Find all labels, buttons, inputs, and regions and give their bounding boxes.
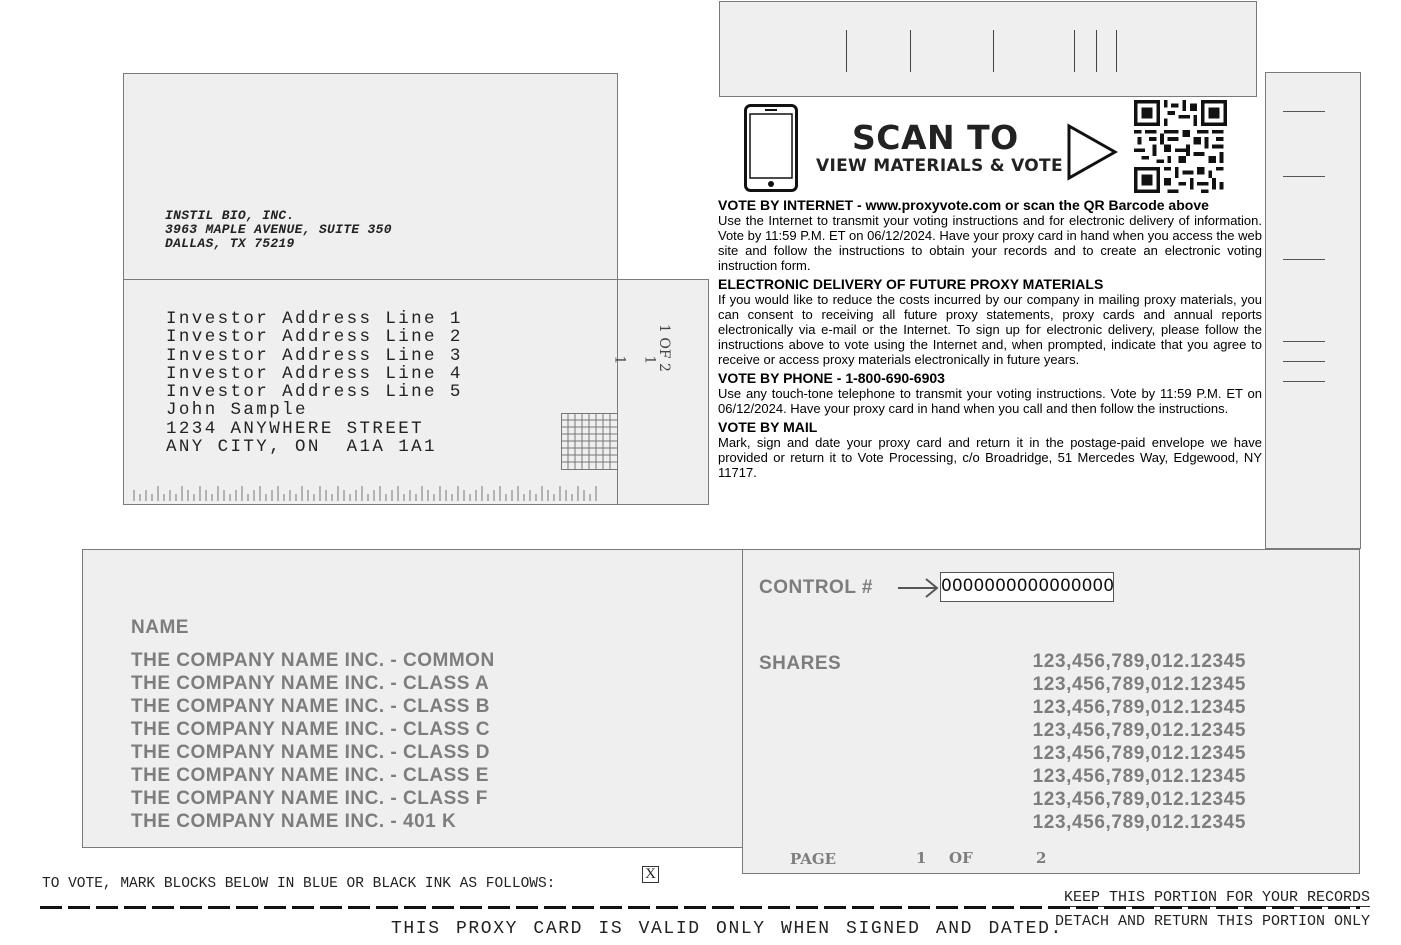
holdings-name-box	[82, 549, 744, 848]
barcode-bar	[910, 30, 911, 72]
share-amount: 123,456,789,012.12345	[1032, 812, 1246, 833]
grid-mark-icon	[561, 413, 619, 471]
holding-name: THE COMPANY NAME INC. - CLASS F	[131, 788, 488, 809]
sheet-number-a: 1	[641, 355, 658, 365]
page-of: OF	[949, 849, 973, 867]
share-amount: 123,456,789,012.12345	[1032, 697, 1246, 718]
mail-heading: VOTE BY MAIL	[718, 419, 818, 435]
arrow-right-icon	[896, 577, 940, 599]
phone-text: Use any touch-tone telephone to transmit your voting instructions. Vote by 11:59 P.M. ET on 06/12/2024. Have your proxy card in hand when you call and then follow the instructions.	[718, 386, 1262, 416]
investor-address	[166, 310, 463, 456]
company-address-box	[123, 73, 618, 280]
internet-heading: VOTE BY INTERNET - www.proxyvote.com or scan the QR Barcode above	[718, 197, 1209, 213]
right-margin-strip	[1265, 72, 1361, 549]
sample-mark-checkbox: X	[642, 866, 659, 883]
detach-line	[40, 906, 1360, 909]
voting-instructions	[718, 198, 1262, 480]
control-number: 0000000000000000	[940, 572, 1114, 602]
margin-tick	[1283, 259, 1325, 260]
page-label: PAGE	[790, 850, 837, 868]
share-amount: 123,456,789,012.12345	[1032, 651, 1246, 672]
company-street: 3963 MAPLE AVENUE, SUITE 350	[165, 222, 392, 237]
share-amounts	[923, 650, 1246, 834]
margin-tick	[1283, 176, 1325, 177]
company-address	[165, 209, 392, 251]
holding-name: THE COMPANY NAME INC. - CLASS B	[131, 696, 490, 717]
company-city: DALLAS, TX 75219	[165, 236, 295, 251]
electronic-heading: ELECTRONIC DELIVERY OF FUTURE PROXY MATERIALS	[718, 276, 1104, 292]
page-total: 2	[1036, 849, 1047, 867]
investor-line-5: Investor Address Line 5	[166, 382, 463, 403]
detach-portion-text: DETACH AND RETURN THIS PORTION ONLY	[1055, 913, 1371, 930]
holding-name: THE COMPANY NAME INC. - CLASS E	[131, 765, 489, 786]
investor-address-box	[123, 279, 618, 505]
holding-name: THE COMPANY NAME INC. - CLASS D	[131, 742, 490, 763]
barcode-bar	[1096, 30, 1097, 72]
margin-tick	[1283, 361, 1325, 362]
name-label: NAME	[131, 617, 189, 638]
barcode-box	[719, 1, 1257, 97]
investor-line-4: Investor Address Line 4	[166, 363, 463, 384]
holding-name: THE COMPANY NAME INC. - 401 K	[131, 811, 457, 832]
control-label: CONTROL #	[759, 577, 873, 598]
margin-tick	[1283, 341, 1325, 342]
phone-heading: VOTE BY PHONE - 1-800-690-6903	[718, 370, 945, 386]
page-number: 1	[916, 849, 927, 867]
barcode-bar	[846, 30, 847, 72]
margin-tick	[1283, 111, 1325, 112]
share-amount: 123,456,789,012.12345	[1032, 674, 1246, 695]
page-count-strip	[611, 279, 709, 505]
investor-street: 1234 ANYWHERE STREET	[166, 418, 425, 439]
qr-code-icon	[1133, 100, 1228, 193]
holding-name: THE COMPANY NAME INC. - COMMON	[131, 650, 495, 671]
scan-title: SCAN TO	[852, 118, 1019, 157]
arrow-play-icon	[1066, 123, 1118, 181]
barcode-bar	[1116, 30, 1117, 72]
holding-name: THE COMPANY NAME INC. - CLASS A	[131, 673, 490, 694]
smartphone-icon	[744, 104, 798, 192]
holding-name: THE COMPANY NAME INC. - CLASS C	[131, 719, 490, 740]
proxy-valid-text: THIS PROXY CARD IS VALID ONLY WHEN SIGNED AND DATED.	[391, 919, 1063, 939]
shares-label: SHARES	[759, 653, 842, 674]
investor-name: John Sample	[166, 400, 308, 421]
investor-line-2: Investor Address Line 2	[166, 327, 463, 348]
electronic-text: If you would like to reduce the costs incurred by our company in mailing proxy materials, you can consent to receiving all future proxy statements, proxy cards and annual reports electronically via e-mail or the Internet. To sign up for electronic delivery, please follow the instructions above to vote using the Internet and, when prompted, indicate that you agree to receive or access proxy materials electronically in future years.	[718, 292, 1262, 367]
postal-barcode-icon	[132, 484, 602, 502]
keep-portion-text: KEEP THIS PORTION FOR YOUR RECORDS	[1064, 889, 1371, 906]
company-name: INSTIL BIO, INC.	[165, 208, 295, 223]
barcode-bar	[1074, 30, 1075, 72]
scan-subtitle: VIEW MATERIALS & VOTE	[816, 156, 1063, 176]
internet-text: Use the Internet to transmit your voting instructions and for electronic delivery of information. Vote by 11:59 P.M. ET on 06/12/2024. Have your proxy card in hand when you access the web site and follow the instructions to obtain your records and to create an electronic voting instruction form.	[718, 213, 1262, 273]
share-amount: 123,456,789,012.12345	[1032, 789, 1246, 810]
margin-tick	[1283, 381, 1325, 382]
vote-instruction: TO VOTE, MARK BLOCKS BELOW IN BLUE OR BLACK INK AS FOLLOWS:	[42, 876, 556, 892]
sheet-of-label: 1 OF 2	[655, 324, 672, 372]
sheet-number-b: 1	[611, 355, 628, 365]
barcode-bar	[993, 30, 994, 72]
investor-line-1: Investor Address Line 1	[166, 309, 463, 329]
share-amount: 123,456,789,012.12345	[1032, 720, 1246, 741]
investor-line-3: Investor Address Line 3	[166, 345, 463, 366]
share-amount: 123,456,789,012.12345	[1032, 743, 1246, 764]
investor-city: ANY CITY, ON A1A 1A1	[166, 437, 437, 458]
share-amount: 123,456,789,012.12345	[1032, 766, 1246, 787]
holding-names	[131, 649, 495, 833]
mail-text: Mark, sign and date your proxy card and return it in the postage-paid envelope we have provided or return it to Vote Processing, c/o Broadridge, 51 Mercedes Way, Edgewood, NY 11717.	[718, 435, 1262, 480]
